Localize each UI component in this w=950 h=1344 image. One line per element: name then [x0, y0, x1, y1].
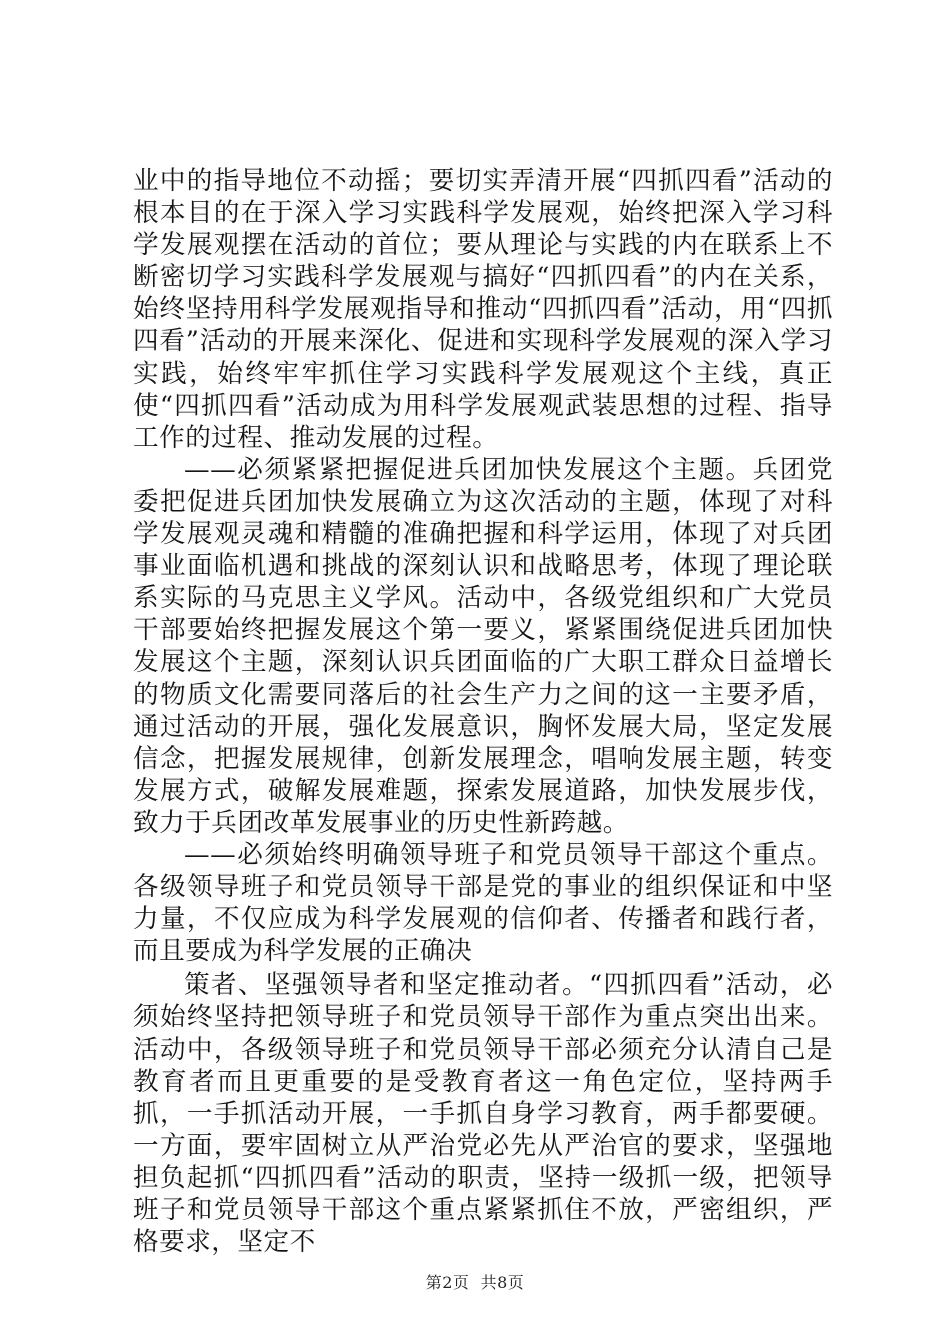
page-footer [0, 1270, 950, 1293]
paragraph-focus-continued: 策者、坚强领导者和坚定推动者。“四抓四看”活动，必须始终坚持把领导班子和党员领导干部作为重点突出出来。活动中，各级领导班子和党员领导干部必须充分认清自己是教育者而且更重要的是受教育者这一角色定位，坚持两手抓，一手抓活动开展，一手抓自身学习教育，两手都要硬。一方面，要牢固树立从严治党必先从严治官的要求，坚强地担负起抓“四抓四看”活动的职责，坚持一级抓一级，把领导班子和党员领导干部这个重点紧紧抓住不放，严密组织，严格要求，坚定不 [133, 970, 833, 1258]
paragraph-continuation: 业中的指导地位不动摇；要切实弄清开展“四抓四看”活动的根本目的在于深入学习实践科学发展观，始终把深入学习科学发展观摆在活动的首位；要从理论与实践的内在联系上不断密切学习实践科学发展观与搞好“四抓四看”的内在关系，始终坚持用科学发展观指导和推动“四抓四看”活动，用“四抓四看”活动的开展来深化、促进和实现科学发展观的深入学习实践，始终牢牢抓住学习实践科学发展观这个主线，真正使“四抓四看”活动成为用科学发展观武装思想的过程、指导工作的过程、推动发展的过程。 [133, 166, 833, 453]
paragraph-focus: ——必须始终明确领导班子和党员领导干部这个重点。各级领导班子和党员领导干部是党的事业的组织保证和中坚力量，不仅应成为科学发展观的信仰者、传播者和践行者，而且要成为科学发展的正确决 [133, 839, 833, 967]
page-number-label: 第2页 共8页 [425, 1273, 525, 1292]
document-body [133, 165, 833, 1258]
paragraph-theme: ——必须紧紧把握促进兵团加快发展这个主题。兵团党委把促进兵团加快发展确立为这次活动的主题，体现了对科学发展观灵魂和精髓的准确把握和科学运用，体现了对兵团事业面临机遇和挑战的深刻认识和战略思考，体现了理论联系实际的马克思主义学风。活动中，各级党组织和广大党员干部要始终把握发展这个第一要义，紧紧围绕促进兵团加快发展这个主题，深刻认识兵团面临的广大职工群众日益增长的物质文化需要同落后的社会生产力之间的这一主要矛盾，通过活动的开展，强化发展意识，胸怀发展大局，坚定发展信念，把握发展规律，创新发展理念，唱响发展主题，转变发展方式，破解发展难题，探索发展道路，加快发展步伐，致力于兵团改革发展事业的历史性新跨越。 [133, 454, 833, 838]
